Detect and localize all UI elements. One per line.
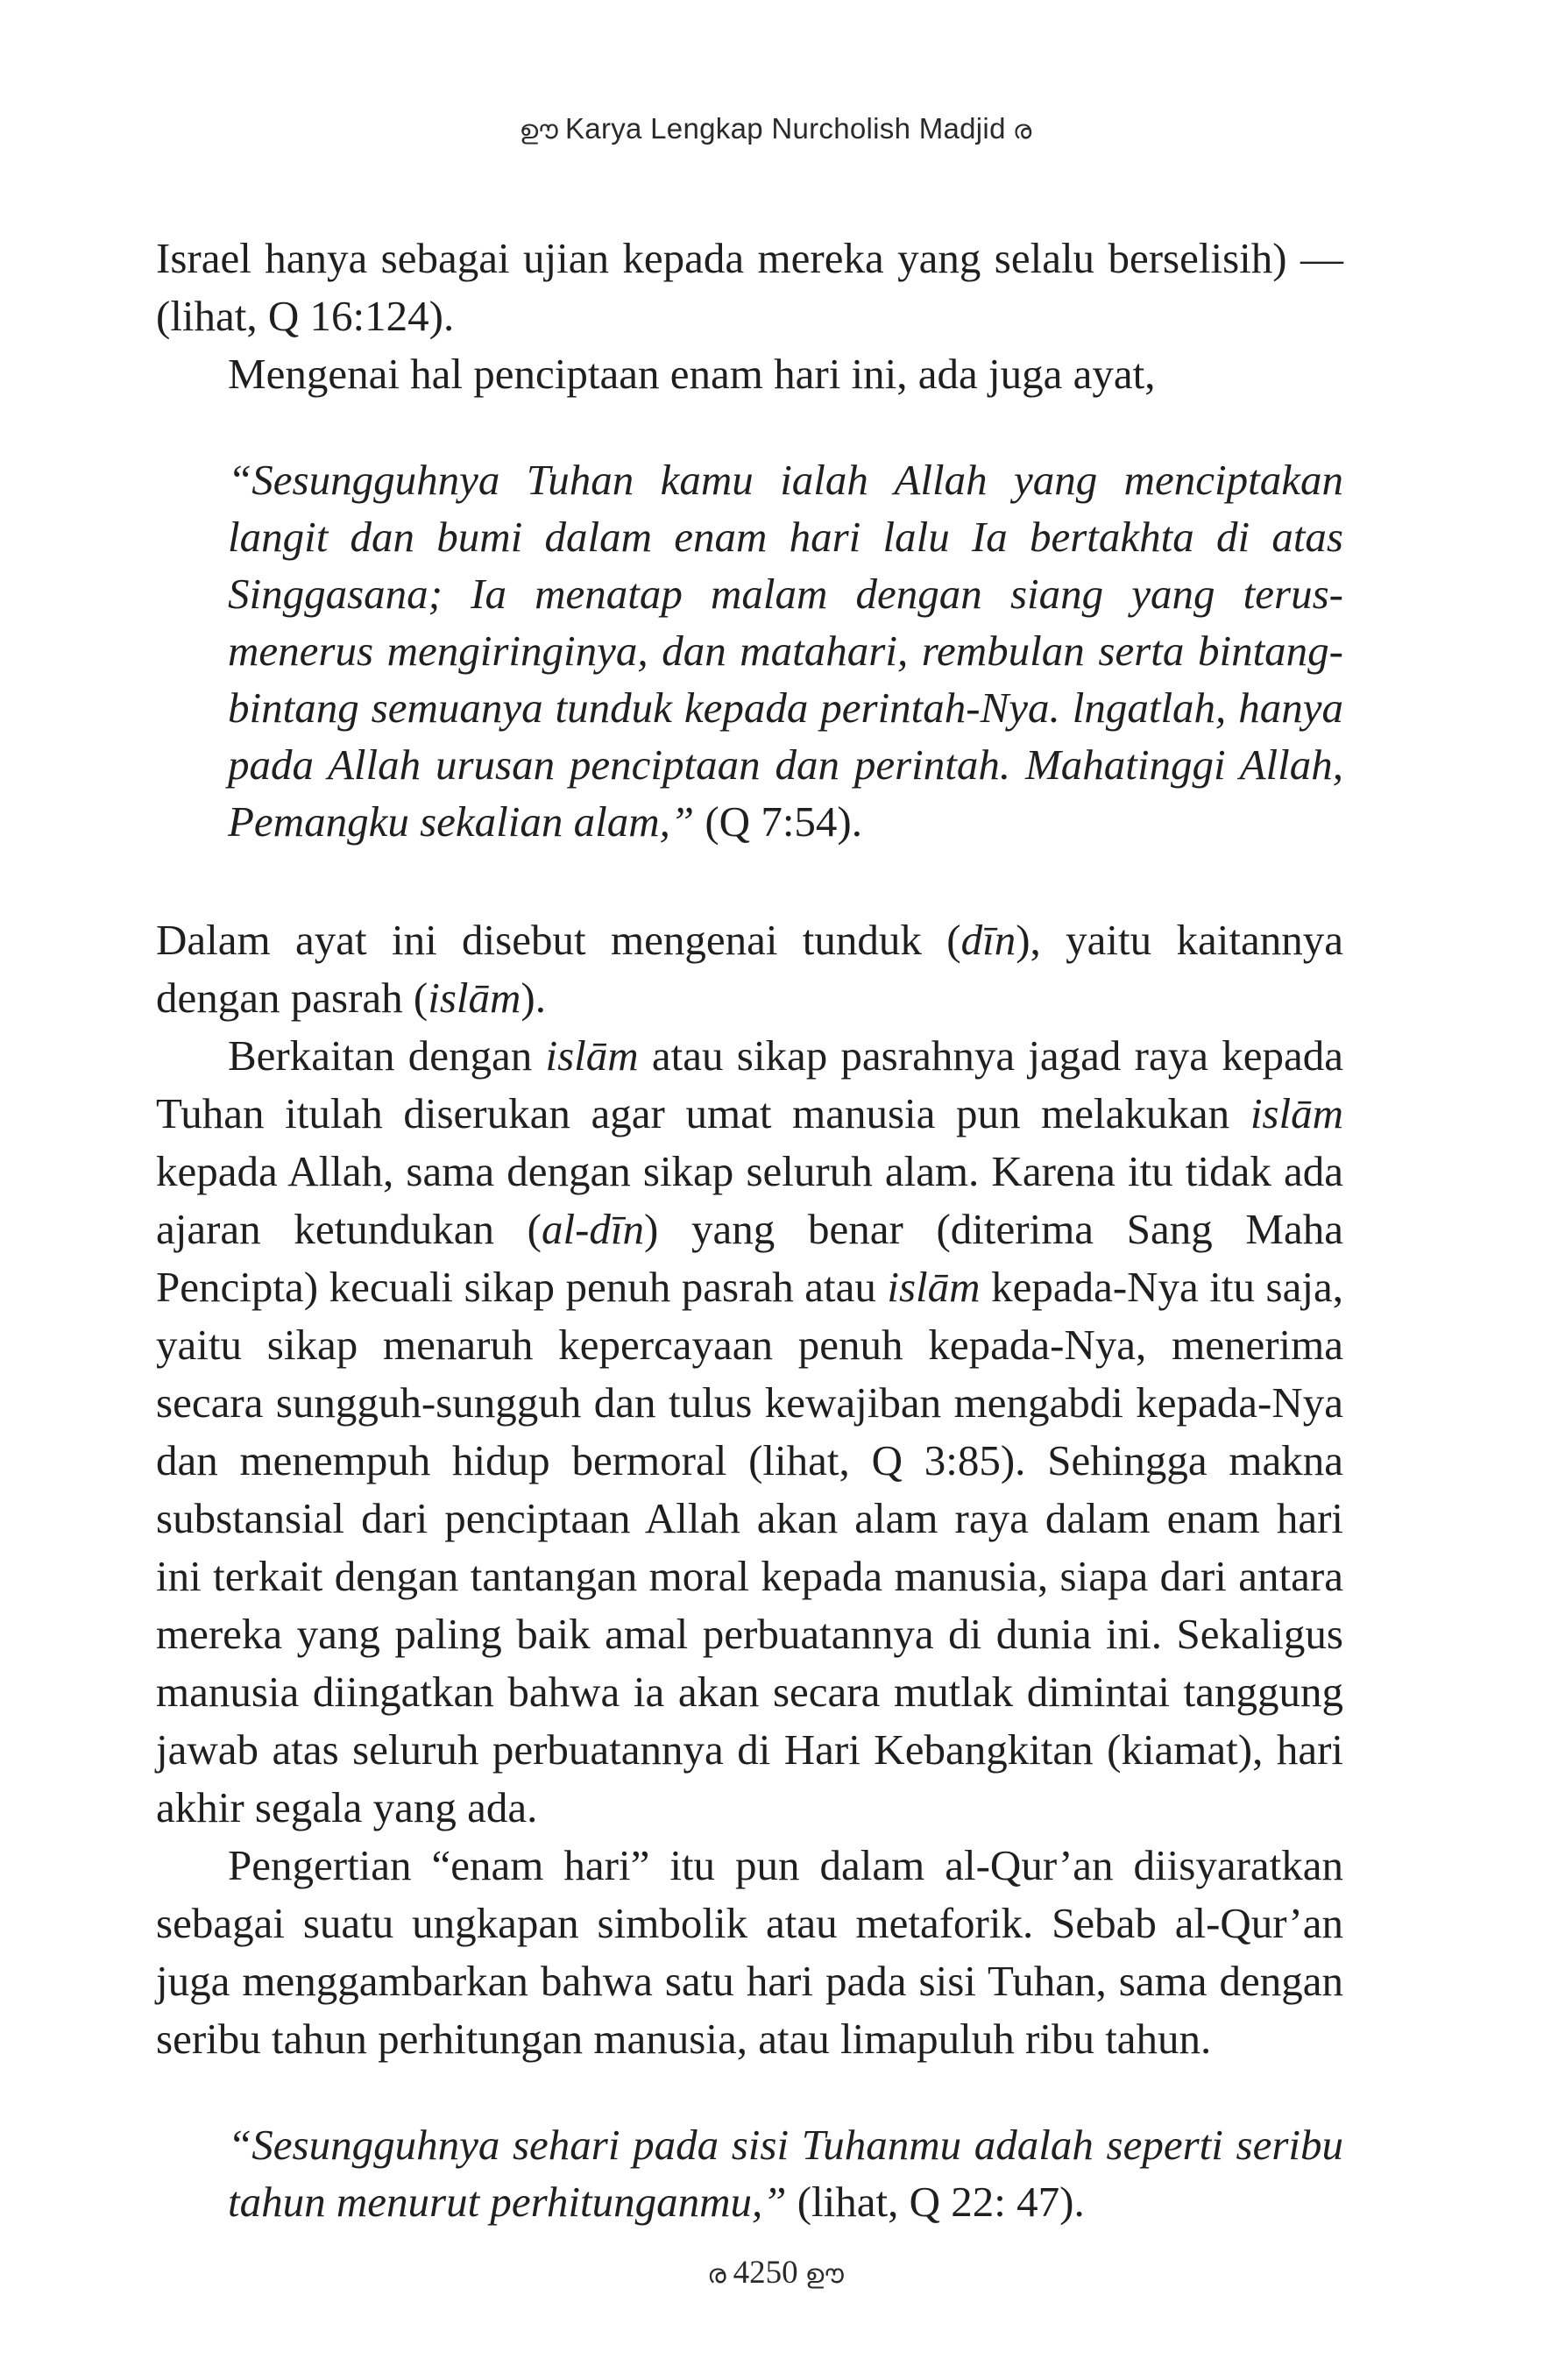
quote-text: “Sesungguhnya Tuhan kamu ialah Allah yang menciptakan langit dan bumi dalam enam hari lalu Ia bertakhta di atas Singgasana; Ia menatap malam dengan siang yang terus-menerus mengiringinya, dan matahari, rembulan serta bintang-bintang semuanya tunduk kepada perintah-Nya. lngatlah, hanya pada Allah urusan penciptaan dan perintah. Mahatinggi Allah, Pemangku sekalian alam,” — [228, 456, 1343, 846]
running-head — [0, 112, 1551, 145]
term-islam: islām — [428, 974, 521, 1022]
text-run: Dalam ayat ini disebut mengenai tunduk ( — [156, 916, 961, 964]
text-run: ). — [521, 974, 546, 1022]
text-run: kepada Allah, sama dengan sikap seluruh alam. Karena itu tidak ada ajaran ketundukan ( — [156, 1147, 1343, 1253]
text-run: ), yaitu kaitannya dengan pasrah ( — [156, 916, 1343, 1022]
quote-citation: (Q 7:54). — [694, 797, 862, 846]
running-head-title: Karya Lengkap Nurcholish Madjid — [564, 112, 1006, 145]
page-body — [156, 230, 1343, 2230]
paragraph-4 — [156, 1027, 1343, 1837]
quote-citation: (lihat, Q 22: 47). — [786, 2178, 1085, 2226]
paragraph-5: Pengertian “enam hari” itu pun dalam al-Qur’an diisyaratkan sebagai suatu ungkapan simbolik atau metaforik. Sebab al-Qur’an juga menggambarkan bahwa satu hari pada sisi Tuhan, sama dengan seribu tahun perhitungan manusia, atau limapuluh ribu tahun. — [156, 1841, 1343, 2063]
ornament-left-icon: ര — [707, 2260, 726, 2289]
text-run: Berkaitan dengan — [228, 1031, 546, 1080]
text-run: ) yang benar (diterima Sang Maha Pencipta) kecuali sikap penuh pasrah atau — [156, 1205, 1343, 1311]
quote-q7-54 — [156, 451, 1343, 850]
term-al-din: al-dīn — [541, 1205, 645, 1253]
paragraph-1: Israel hanya sebagai ujian kepada mereka yang selalu berselisih) — (lihat, Q 16:124). — [156, 234, 1343, 340]
paragraph-3 — [156, 911, 1343, 1027]
term-din: dīn — [960, 916, 1016, 964]
text-run: kepada-Nya itu saja, yaitu sikap menaruh kepercayaan penuh kepada-Nya, menerima secara sungguh-sungguh dan tulus kewajiban mengabdi kepada-Nya dan menempuh hidup bermoral (lihat, Q 3:85). Sehingga makna substansial dari penciptaan Allah akan alam raya dalam enam hari ini terkait dengan tantangan moral kepada manusia, siapa dari antara mereka yang paling baik amal perbuatannya di dunia ini. Sekaligus manusia diingatkan bahwa ia akan secara mutlak dimintai tanggung jawab atas seluruh perbuatannya di Hari Kebangkitan (kiamat), hari akhir segala yang ada. — [156, 1263, 1343, 1831]
paragraph-2: Mengenai hal penciptaan enam hari ini, ada juga ayat, — [228, 350, 1156, 398]
ornament-left-icon: ഊ — [519, 116, 558, 145]
quote-text: “Sesungguhnya sehari pada sisi Tuhanmu adalah seperti seribu tahun menurut perhitunganmu,” — [228, 2121, 1343, 2226]
term-islam: islām — [887, 1263, 981, 1311]
term-islam: islām — [545, 1031, 639, 1080]
term-islam: islām — [1250, 1089, 1343, 1137]
ornament-right-icon: ര — [1012, 116, 1032, 145]
quote-q22-47 — [156, 2116, 1343, 2230]
page-footer — [0, 2254, 1551, 2291]
text-run: atau sikap pasrahnya jagad raya kepada Tuhan itulah diserukan agar umat manusia pun melakukan — [156, 1031, 1343, 1137]
ornament-right-icon: ഊ — [804, 2260, 844, 2289]
page-number: 4250 — [733, 2255, 798, 2291]
